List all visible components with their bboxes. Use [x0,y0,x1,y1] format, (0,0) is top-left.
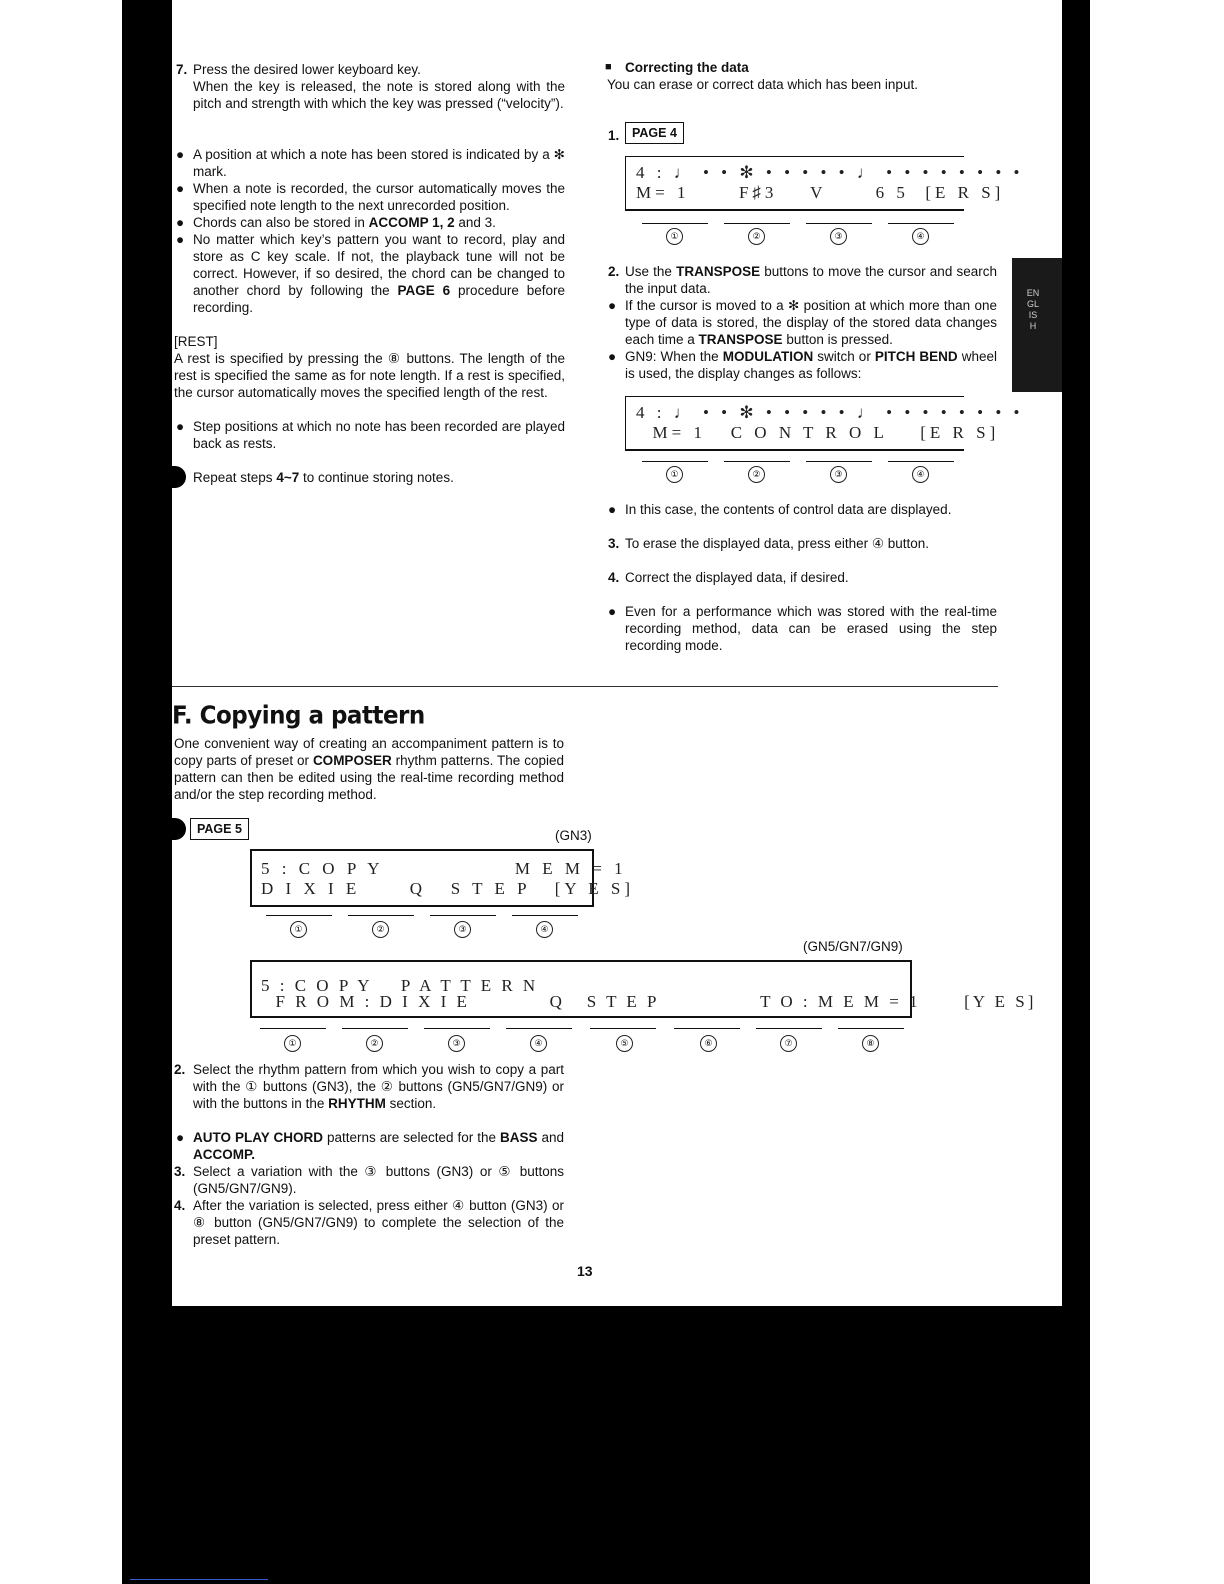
rest-paragraph: A rest is specified by pressing the ⑧ buttons. The length of the rest is specified the same as for note length. If a rest is specified, the cursor automatically moves the specified length of the rest. [174,351,565,400]
bullet-c-key: No matter which key’s pattern you want to record, play and store as C key scale. If not, the playback tune will not be correct. However, if so desired, the chord can be changed to another chord by following the PAGE 6 procedure before recording. [193,232,565,315]
button-4-label: ④ [912,228,929,245]
lcd-display-control [625,396,1024,451]
button-3-label: ③ [830,466,847,483]
lcd-display-copy-gn579 [250,960,1037,1018]
button-underline [424,1028,490,1029]
button-underline [888,461,954,462]
lcd-line-1: 5 : C O P Y P A T T E R N [261,976,539,995]
gn5-gn7-gn9-label: (GN5/GN7/GN9) [803,939,903,954]
button-underline [838,1028,904,1029]
lcd-line-2: M= 1 C O N T R O L [E R S] [636,423,1000,442]
bullet-icon: ● [608,298,617,313]
button-underline [642,461,708,462]
step-7-line1: Press the desired lower keyboard key. [193,62,421,77]
button-underline [590,1028,656,1029]
button-6-label: ⑥ [700,1035,717,1052]
button-underline [506,1028,572,1029]
bullet-icon: ● [176,181,185,196]
bullet-icon: ● [176,1130,185,1145]
bullet-control-data: In this case, the contents of control data are displayed. [625,502,952,517]
button-7-label: ⑦ [780,1035,797,1052]
square-bullet-icon: ■ [605,61,612,73]
button-5-label: ⑤ [616,1035,633,1052]
f-bullet-auto-play: AUTO PLAY CHORD patterns are selected for the BASS and ACCOMP. [193,1130,564,1162]
bullet-icon: ● [176,232,185,247]
lcd-line-2: M= 1 F♯3 V 6 5 [E R S] [636,183,1005,202]
step-2-text: Use the TRANSPOSE buttons to move the cursor and search the input data. [625,264,997,296]
lcd-line-1: 4 : ♩ • • ✻ • • • • • ♩ • • • • • • • • [636,403,1024,422]
button-underline [642,223,708,224]
lcd-line-2: D I X I E Q S T E P [Y E S] [261,879,635,898]
step-4-number: 4. [608,570,620,585]
button-underline [674,1028,740,1029]
scan-bottom-line [130,1579,268,1580]
f-step-4-number: 4. [174,1198,186,1213]
step-3-number: 3. [608,536,620,551]
button-underline [430,915,496,916]
button-4-label: ④ [912,466,929,483]
bullet-real-time-erase: Even for a performance which was stored with the real-time recording method, data can be erased using the step recording mode. [625,604,997,653]
button-underline [806,461,872,462]
bullet-icon: ● [608,604,617,619]
button-1-label: ① [666,466,683,483]
button-4-label: ④ [536,921,553,938]
button-underline [756,1028,822,1029]
button-4-label: ④ [530,1035,547,1052]
f-step-3-text: Select a variation with the ③ buttons (GN3) or ⑤ buttons (GN5/GN7/GN9). [193,1164,564,1196]
button-underline [348,915,414,916]
page4-label: PAGE 4 [625,122,684,144]
scan-margin-left [0,0,122,1584]
step-marker-icon [172,466,186,488]
section-f-intro: One convenient way of creating an accompaniment pattern is to copy parts of preset or COMPOSER rhythm patterns. The copied pattern can then be edited using the real-time recording method and/or the step recording method. [174,736,564,802]
button-underline [888,223,954,224]
manual-page [172,0,1062,1306]
button-underline [806,223,872,224]
f-step-4-text: After the variation is selected, press either ④ button (GN3) or ⑧ button (GN5/GN7/GN9) to complete the selection of the preset pattern. [193,1198,564,1247]
bullet-icon: ● [608,349,617,364]
section-divider [172,686,998,687]
lcd-line-1: 4 : ♩ • • ✻ • • • • • ♩ • • • • • • • • [636,163,1024,182]
gn3-label: (GN3) [555,828,592,843]
rest-bullet: Step positions at which no note has been recorded are played back as rests. [193,419,565,451]
button-3-label: ③ [454,921,471,938]
step-marker-icon [172,818,186,840]
bullet-icon: ● [176,147,185,162]
lcd-line-1: 5 : C O P Y M E M = 1 [261,859,627,878]
button-3-label: ③ [830,228,847,245]
button-underline [512,915,578,916]
bullet-stored-mark: A position at which a note has been stored is indicated by a ✻ mark. [193,147,565,179]
page5-label: PAGE 5 [190,818,249,840]
step-1-number: 1. [608,128,620,143]
bullet-icon: ● [176,215,185,230]
bullet-chords: Chords can also be stored in ACCOMP 1, 2 and 3. [193,215,496,230]
button-2-label: ② [748,228,765,245]
button-underline [260,1028,326,1029]
scan-border-right [1062,0,1090,1584]
scan-border-bottom [122,1306,1090,1584]
page-number: 13 [577,1263,593,1279]
bullet-multiple-data: If the cursor is moved to a ✻ position at which more than one type of data is stored, the display of the stored data changes each time a TRANSPOSE button is pressed. [625,298,997,347]
rest-title: [REST] [174,334,218,349]
step-7-detail: When the key is released, the note is stored along with the pitch and strength with which the key was pressed (“velocity”). [193,79,565,111]
lcd-display-page4 [625,156,1024,211]
button-3-label: ③ [448,1035,465,1052]
f-step-3-number: 3. [174,1164,186,1179]
button-underline [724,223,790,224]
section-f-heading: F. Copying a pattern [172,701,425,731]
f-step-2-text: Select the rhythm pattern from which you wish to copy a part with the ① buttons (GN3), the ② buttons (GN5/GN7/GN9) or with the buttons in the RHYTHM section. [193,1062,564,1111]
language-tab-label: ENGLISH [1026,288,1040,331]
bullet-gn9-modulation: GN9: When the MODULATION switch or PITCH BEND wheel is used, the display changes as follows: [625,349,998,381]
button-underline [342,1028,408,1029]
button-2-label: ② [748,466,765,483]
lcd-line-2: F R O M : D I X I E Q S T E P T O : M E M = 1 [Y E S] [261,992,1037,1011]
button-1-label: ① [290,921,307,938]
button-8-label: ⑧ [862,1035,879,1052]
bullet-icon: ● [608,502,617,517]
button-2-label: ② [372,921,389,938]
correcting-title: Correcting the data [625,60,749,75]
step-7-number: 7. [176,62,188,77]
button-1-label: ① [666,228,683,245]
f-step-2-number: 2. [174,1062,186,1077]
correcting-intro: You can erase or correct data which has been input. [607,77,918,92]
button-1-label: ① [284,1035,301,1052]
repeat-steps-line: Repeat steps 4~7 to continue storing notes. [193,470,454,485]
button-2-label: ② [366,1035,383,1052]
bullet-cursor-moves: When a note is recorded, the cursor automatically moves the specified note length to the next unrecorded position. [193,181,565,213]
language-tab [1012,258,1062,392]
lcd-display-copy-gn3 [250,849,635,907]
button-underline [266,915,332,916]
bullet-icon: ● [176,419,185,434]
button-underline [724,461,790,462]
step-3-text: To erase the displayed data, press either ④ button. [625,536,930,551]
step-4-text: Correct the displayed data, if desired. [625,570,849,585]
step-2-number: 2. [608,264,620,279]
